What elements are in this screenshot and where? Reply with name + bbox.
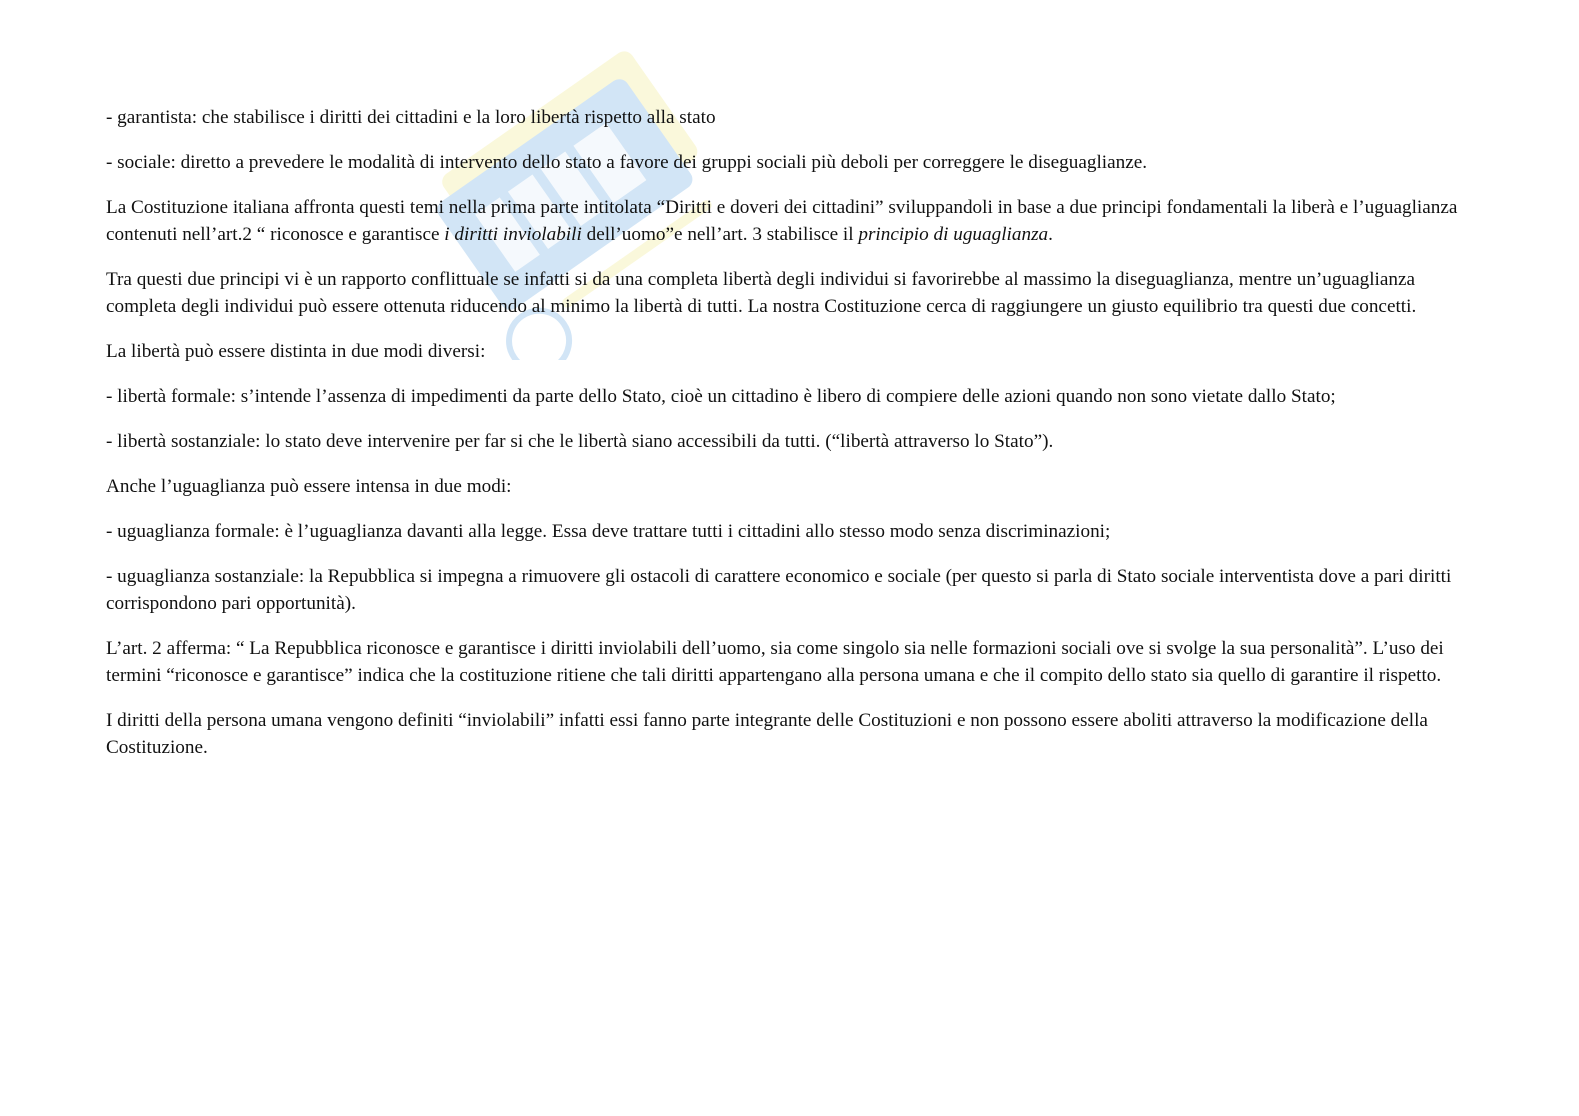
paragraph-uguaglianza-formale: - uguaglianza formale: è l’uguaglianza davanti alla legge. Essa deve trattare tutti i cittadini allo stesso modo senza discriminazioni; [106, 521, 1111, 542]
paragraph-diritti-inviolabili: I diritti della persona umana vengono definiti “inviolabili” infatti essi fanno parte integrante delle Costituzioni e non possono essere aboliti attraverso la modificazione della Costituzione. [106, 710, 1428, 758]
paragraph-uguaglianza-sostanziale: - uguaglianza sostanziale: la Repubblica si impegna a rimuovere gli ostacoli di carattere economico e sociale (per questo si parla di Stato sociale interventista dove a pari diritti corrispondono pari opportunità). [106, 566, 1452, 614]
paragraph-liberta-sostanziale: - libertà sostanziale: lo stato deve intervenire per far si che le libertà siano accessibili da tutti. (“libertà attraverso lo Stato”). [106, 431, 1054, 452]
paragraph-liberta-intro: La libertà può essere distinta in due modi diversi: [106, 341, 486, 362]
paragraph-text-segment: dell’uomo”e nell’art. 3 stabilisce il [581, 224, 859, 245]
paragraph-liberta-formale: - libertà formale: s’intende l’assenza di impedimenti da parte dello Stato, cioè un cittadino è libero di compiere delle azioni quando non sono vietate dallo Stato; [106, 386, 1336, 407]
italic-principio-uguaglianza: principio di uguaglianza [858, 224, 1049, 245]
paragraph-sociale: - sociale: diretto a prevedere le modalità di intervento dello stato a favore dei gruppi sociali più deboli per correggere le diseguaglianze. [106, 152, 1148, 173]
document-body [106, 104, 1466, 779]
paragraph-rapporto-conflittuale: Tra questi due principi vi è un rapporto conflittuale se infatti si da una completa libertà degli individui si favorirebbe al massimo la diseguaglianza, mentre un’uguaglianza completa degli individui può essere ottenuta riducendo al minimo la libertà di tutti. La nostra Costituzione cerca di raggiungere un giusto equilibrio tra questi due concetti. [106, 269, 1417, 317]
italic-diritti-inviolabili: i diritti inviolabili [444, 224, 582, 245]
paragraph-text-segment: . [1048, 224, 1053, 245]
paragraph-costituzione-italiana [106, 194, 1466, 248]
paragraph-art-2: L’art. 2 afferma: “ La Repubblica riconosce e garantisce i diritti inviolabili dell’uomo, sia come singolo sia nelle formazioni sociali ove si svolge la sua personalità”. L’uso dei termini “riconosce e garantisce” indica che la costituzione ritiene che tali diritti appartengano alla persona umana e che il compito dello stato sia quello di garantire il rispetto. [106, 638, 1444, 686]
paragraph-text-segment: La Costituzione italiana affronta questi temi nella prima parte intitolata “Diritti e doveri dei cittadini” sviluppandoli in base a due principi fondamentali la liberà e l’uguaglianza contenuti nell’art.2 “ riconosce e garantisce [106, 197, 1458, 245]
paragraph-garantista: - garantista: che stabilisce i diritti dei cittadini e la loro libertà rispetto alla stato [106, 107, 716, 128]
paragraph-uguaglianza-intro: Anche l’uguaglianza può essere intensa in due modi: [106, 476, 512, 497]
